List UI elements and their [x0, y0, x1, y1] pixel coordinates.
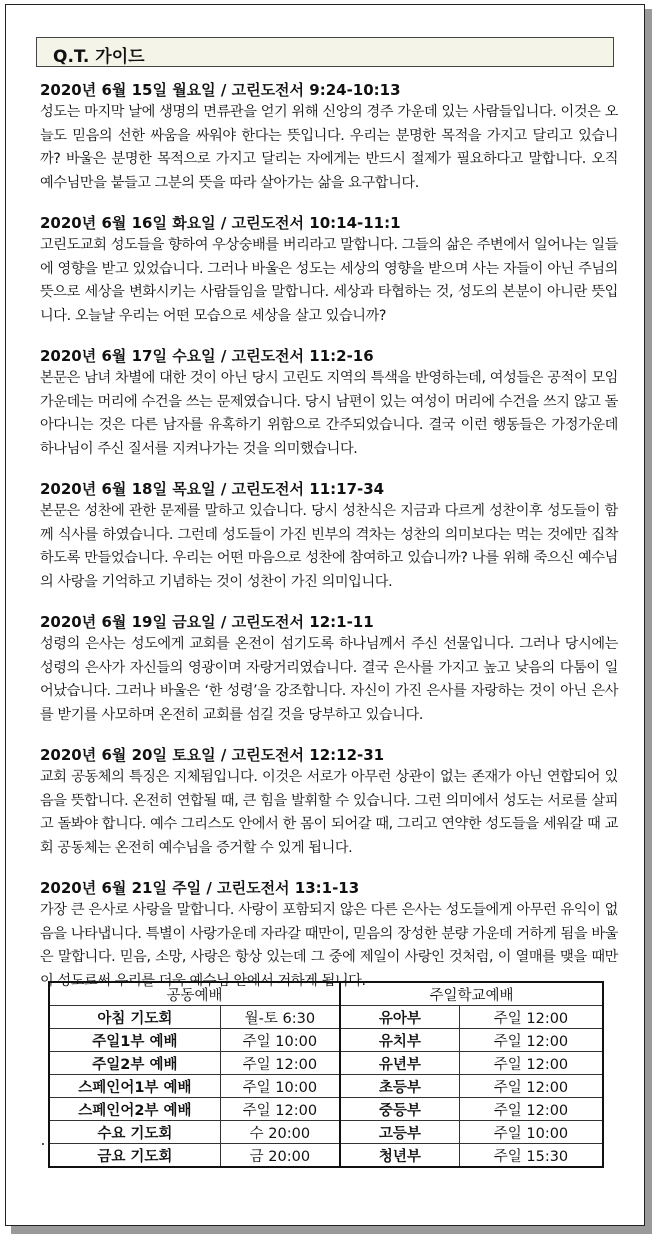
devotional-entry — [40, 877, 618, 993]
department-time: 주일 12:00 — [459, 1052, 603, 1075]
schedule-row — [49, 1144, 603, 1168]
entry-date-passage: 2020년 6월 15일 월요일 / 고린도전서 9:24-10:13 — [40, 81, 401, 99]
bulletin-page — [5, 4, 645, 1226]
department-name: 유치부 — [340, 1029, 460, 1052]
department-name: 유년부 — [340, 1052, 460, 1075]
service-name: 주일1부 예배 — [49, 1029, 220, 1052]
entry-date-passage: 2020년 6월 18일 목요일 / 고린도전서 11:17-34 — [40, 480, 385, 498]
entry-date-passage: 2020년 6월 19일 금요일 / 고린도전서 12:1-11 — [40, 613, 374, 631]
entry-date-passage: 2020년 6월 21일 주일 / 고린도전서 13:1-13 — [40, 879, 360, 897]
service-time: 주일 12:00 — [220, 1052, 340, 1075]
service-name: 금요 기도회 — [49, 1144, 220, 1168]
entry-text: 고린도교회 성도들을 향하여 우상숭배를 버리라고 말합니다. 그들의 삶은 주변에서 일어나는 일들에 영향을 받고 있었습니다. 그러나 바울은 성도는 세상의 영향을 받으며 사는 자들이 아닌 주님의 뜻으로 세상을 변화시키는 사람들임을 말합니다. 세상과 타협하는 것, 성도의 본분이 아니란 뜻입니다. 오늘날 우리는 어떤 모습으로 세상을 살고 있습니까? — [40, 237, 618, 324]
department-time: 주일 12:00 — [459, 1098, 603, 1121]
entry-text: 본문은 성찬에 관한 문제를 말하고 있습니다. 당시 성찬식은 지금과 다르게 성찬이후 성도들이 함께 식사를 하였습니다. 그런데 성도들이 가진 빈부의 격차는 성찬의 의미보다는 먹는 것에만 집착하도록 만들었습니다. 우리는 어떤 마음으로 성찬에 참여하고 있습니까? 나를 위해 죽으신 예수님의 사랑을 기억하고 기념하는 것이 성찬이 가진 의미입니다. — [40, 503, 618, 590]
entry-date-passage: 2020년 6월 20일 토요일 / 고린도전서 12:12-31 — [40, 746, 385, 764]
service-name: 아침 기도회 — [49, 1006, 220, 1029]
congregational-worship-header: 공동예배 — [49, 982, 340, 1006]
worship-schedule-table — [48, 981, 604, 1168]
entry-date-passage: 2020년 6월 16일 화요일 / 고린도전서 10:14-11:1 — [40, 214, 401, 232]
entry-date-passage: 2020년 6월 17일 수요일 / 고린도전서 11:2-16 — [40, 347, 374, 365]
schedule-header-row — [49, 982, 603, 1006]
department-time: 주일 12:00 — [459, 1006, 603, 1029]
schedule-row — [49, 1121, 603, 1144]
department-name: 청년부 — [340, 1144, 460, 1168]
department-time: 주일 15:30 — [459, 1144, 603, 1168]
service-name: 스페인어2부 예배 — [49, 1098, 220, 1121]
service-time: 주일 10:00 — [220, 1075, 340, 1098]
service-time: 주일 12:00 — [220, 1098, 340, 1121]
entry-text: 본문은 남녀 차별에 대한 것이 아닌 당시 고린도 지역의 특색을 반영하는데, 여성들은 공적이 모임 가운데는 머리에 수건을 쓰는 문제였습니다. 당시 남편이 있는 여성이 머리에 수건을 쓰지 않고 돌아다니는 것은 다른 남자를 유혹하기 위함으로 간주되었습니다. 결국 이런 행동들은 가정가운데 하나님이 주신 질서를 지켜나가는 것을 의미했습니다. — [40, 370, 618, 457]
schedule-row — [49, 1029, 603, 1052]
department-time: 주일 12:00 — [459, 1029, 603, 1052]
devotional-entry — [40, 345, 618, 461]
schedule-row — [49, 1098, 603, 1121]
department-name: 초등부 — [340, 1075, 460, 1098]
service-name: 수요 기도회 — [49, 1121, 220, 1144]
devotional-entries — [40, 79, 618, 1010]
devotional-entry — [40, 79, 618, 195]
service-time: 월-토 6:30 — [220, 1006, 340, 1029]
entry-text: 가장 큰 은사로 사랑을 말합니다. 사랑이 포함되지 않은 다른 은사는 성도들에게 아무런 유익이 없음을 나타냅니다. 특별이 사랑가운데 자라갈 때만이, 믿음의 장성한 분량 가운데 거하게 됨을 바울은 말합니다. 믿음, 소망, 사랑은 항상 있는데 그 중에 제일이 사랑인 것처럼, 이 열매를 맺을 때만이 성도로써 우리를 더욱 예수님 안에서 거하게 됩니다. — [40, 902, 618, 989]
department-time: 주일 12:00 — [459, 1075, 603, 1098]
service-name: 주일2부 예배 — [49, 1052, 220, 1075]
service-name: 스페인어1부 예배 — [49, 1075, 220, 1098]
schedule-row — [49, 1052, 603, 1075]
department-time: 주일 10:00 — [459, 1121, 603, 1144]
qt-guide-title: Q.T. 가이드 — [53, 47, 145, 67]
devotional-entry — [40, 611, 618, 727]
department-name: 중등부 — [340, 1098, 460, 1121]
service-time: 금 20:00 — [220, 1144, 340, 1168]
schedule-row — [49, 1006, 603, 1029]
sunday-school-worship-header: 주일학교예배 — [340, 982, 603, 1006]
department-name: 고등부 — [340, 1121, 460, 1144]
devotional-entry — [40, 478, 618, 594]
entry-text: 성도는 마지막 날에 생명의 면류관을 얻기 위해 신앙의 경주 가운데 있는 사람들입니다. 이것은 오늘도 믿음의 선한 싸움을 싸워야 한다는 뜻입니다. 우리는 분명한 목적을 가지고 달리고 있습니까? 바울은 분명한 목적으로 가지고 달리는 자에게는 반드시 절제가 필요하다고 말합니다. 오직 예수님만을 붙들고 그분의 뜻을 따라 살아가는 삶을 요구합니다. — [40, 104, 618, 191]
service-time: 수 20:00 — [220, 1121, 340, 1144]
schedule-row — [49, 1075, 603, 1098]
devotional-entry — [40, 212, 618, 328]
devotional-entry — [40, 744, 618, 860]
qt-guide-header — [36, 37, 614, 67]
entry-text: 성령의 은사는 성도에게 교회를 온전이 섬기도록 하나님께서 주신 선물입니다. 그러나 당시에는 성령의 은사가 자신들의 영광이며 자랑거리였습니다. 결국 은사를 가지고 높고 낮음의 다툼이 일어났습니다. 그러나 바울은 ‘한 성령’을 강조합니다. 자신이 가진 은사를 자랑하는 것이 아닌 은사를 받기를 사모하며 온전히 교회를 섬길 것을 당부하고 있습니다. — [40, 636, 618, 723]
service-time: 주일 10:00 — [220, 1029, 340, 1052]
stray-dot — [42, 1143, 44, 1145]
department-name: 유아부 — [340, 1006, 460, 1029]
entry-text: 교회 공동체의 특징은 지체됨입니다. 이것은 서로가 아무런 상관이 없는 존재가 아닌 연합되어 있음을 뜻합니다. 온전히 연합될 때, 큰 힘을 발휘할 수 있습니다. 그런 의미에서 성도는 서로를 살피고 돌봐야 합니다. 예수 그리스도 안에서 한 몸이 되어갈 때, 그리고 연약한 성도들을 세워갈 때 교회 공동체는 온전히 예수님을 증거할 수 있게 됩니다. — [40, 769, 618, 856]
